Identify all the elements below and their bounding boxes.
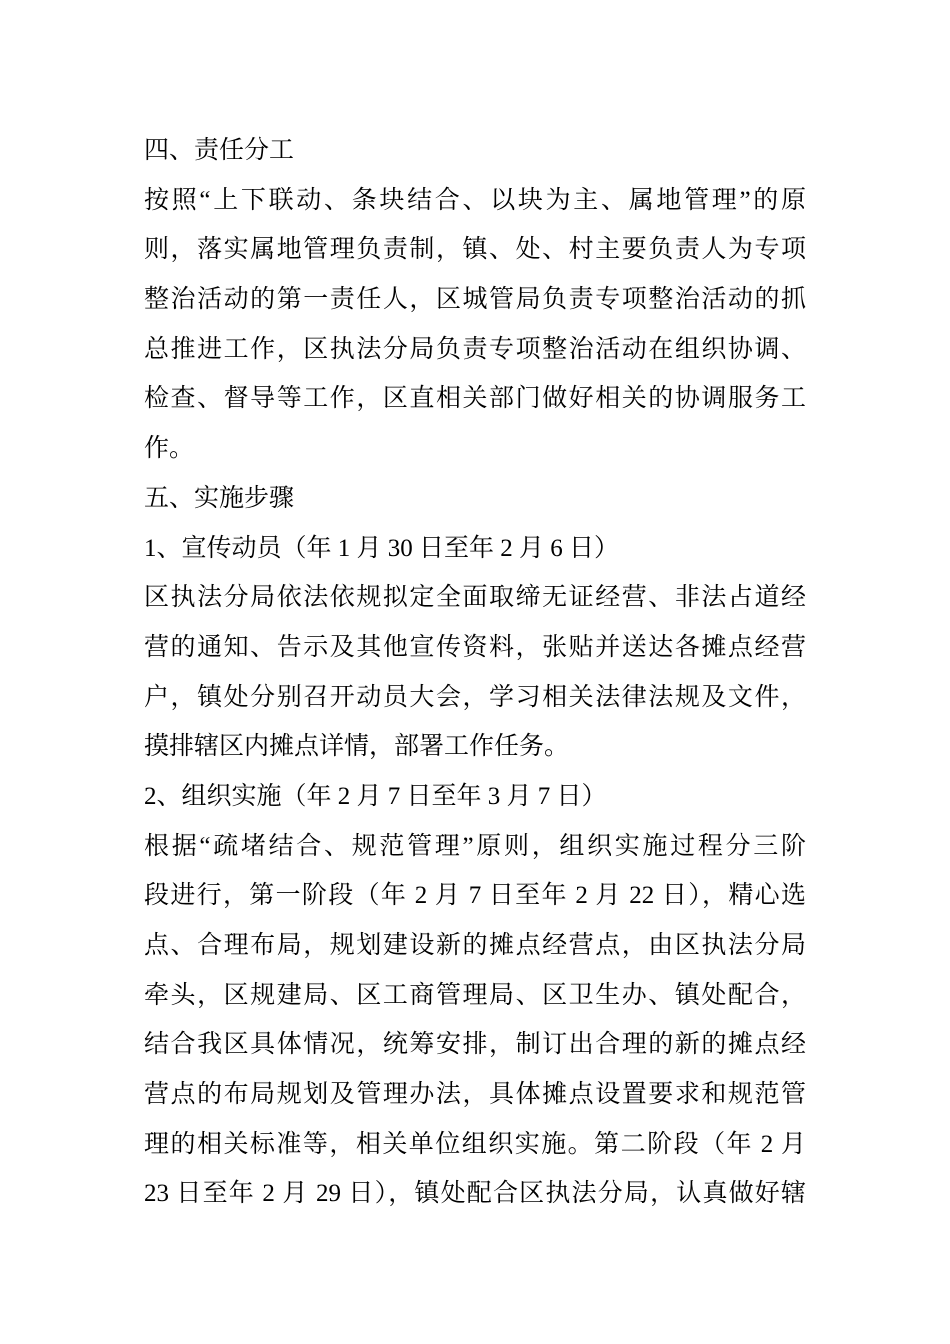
text-line: 摸排辖区内摊点详情，部署工作任务。 xyxy=(144,733,570,761)
text-line: 五、实施步骤 xyxy=(144,484,295,512)
text-line: 牵头，区规建局、区工商管理局、区卫生办、镇处配合， xyxy=(144,981,806,1009)
text-line: 检查、督导等工作，区直相关部门做好相关的协调服务工 xyxy=(144,385,806,413)
text-line: 营的通知、告示及其他宣传资料，张贴并送达各摊点经营 xyxy=(144,633,806,661)
text-line: 1、宣传动员（年 1 月 30 日至年 2 月 6 日） xyxy=(144,534,620,562)
text-line: 整治活动的第一责任人，区城管局负责专项整治活动的抓 xyxy=(144,286,806,314)
text-line: 营点的布局规划及管理办法，具体摊点设置要求和规范管 xyxy=(144,1081,806,1109)
text-line: 按照“上下联动、条块结合、以块为主、属地管理”的原 xyxy=(144,186,806,214)
text-line: 则，落实属地管理负责制，镇、处、村主要负责人为专项 xyxy=(144,236,806,264)
text-line: 23 日至年 2 月 29 日），镇处配合区执法分局，认真做好辖 xyxy=(144,1180,806,1208)
text-line: 四、责任分工 xyxy=(144,137,295,164)
text-line: 2、组织实施（年 2 月 7 日至年 3 月 7 日） xyxy=(144,782,607,810)
text-line: 段进行，第一阶段（年 2 月 7 日至年 2 月 22 日），精心选 xyxy=(144,882,806,910)
text-line: 作。 xyxy=(144,435,195,463)
text-line: 结合我区具体情况，统筹安排，制订出合理的新的摊点经 xyxy=(144,1031,806,1059)
text-line: 区执法分局依法依规拟定全面取缔无证经营、非法占道经 xyxy=(144,584,806,612)
text-line: 户，镇处分别召开动员大会，学习相关法律法规及文件， xyxy=(144,683,806,711)
text-line: 点、合理布局，规划建设新的摊点经营点，由区执法分局 xyxy=(144,932,806,959)
text-line: 理的相关标准等，相关单位组织实施。第二阶段（年 2 月 xyxy=(144,1130,806,1158)
text-line: 根据“疏堵结合、规范管理”原则，组织实施过程分三阶 xyxy=(144,832,806,860)
text-line: 总推进工作，区执法分局负责专项整治活动在组织协调、 xyxy=(144,335,806,363)
